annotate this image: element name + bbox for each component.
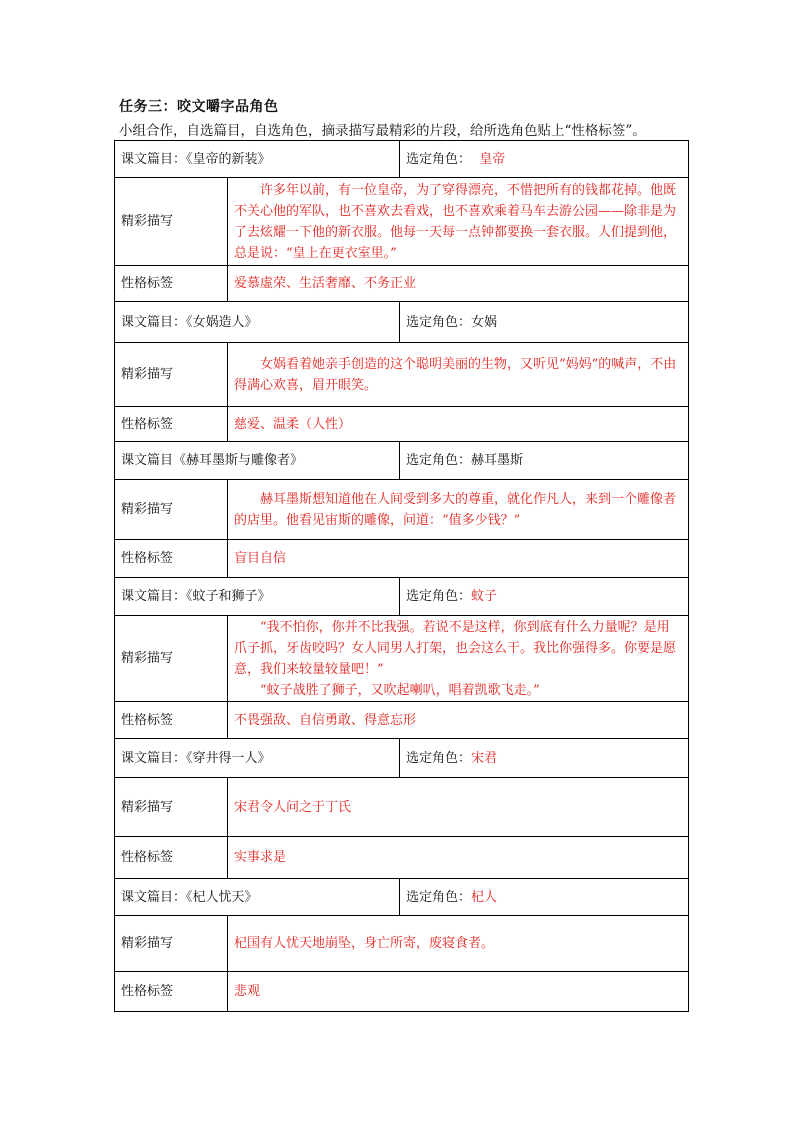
excerpt-label: 精彩描写 (115, 343, 228, 407)
excerpt-text: “我不怕你，你并不比我强。若说不是这样，你到底有什么力量呢？是用爪子抓，牙齿咬吗？女人同男人打架，也会这么干。我比你强得多。你要是愿意，我们来较量较量吧！” (234, 619, 677, 677)
work-row (115, 739, 689, 778)
role-name: 女娲 (471, 314, 498, 330)
excerpt-row (115, 778, 689, 837)
excerpt-label: 精彩描写 (115, 916, 228, 972)
role-prefix: 选定角色： (406, 589, 472, 604)
tags-label: 性格标签 (115, 837, 228, 879)
excerpt-text: 宋君令人问之于丁氏 (228, 778, 689, 837)
excerpt-row (115, 916, 689, 972)
work-title: 《蚊子和狮子》 (186, 589, 271, 604)
role-prefix: 选定角色： (406, 453, 472, 468)
tags-label: 性格标签 (115, 407, 228, 442)
tags-label: 性格标签 (115, 540, 228, 578)
role-cell (400, 879, 689, 916)
work-title: 《皇帝的新装》 (186, 151, 271, 167)
work-title: 《穿井得一人》 (186, 750, 271, 766)
tags-text: 实事求是 (228, 837, 689, 879)
work-cell (115, 302, 400, 343)
role-cell (400, 578, 689, 616)
role-name: 皇帝 (479, 151, 506, 167)
excerpt-text: 女娲看着她亲手创造的这个聪明美丽的生物，又听见“妈妈”的喊声，不由得满心欢喜，眉开眼笑。 (228, 343, 689, 407)
role-name: 赫耳墨斯 (471, 453, 524, 468)
work-cell (115, 739, 400, 778)
tags-row (115, 702, 689, 739)
work-prefix: 课文篇目： (121, 589, 187, 604)
work-row (115, 442, 689, 480)
work-title: 《杞人忧天》 (186, 889, 258, 905)
tags-text: 慈爱、温柔（人性） (228, 407, 689, 442)
excerpt-text: 赫耳墨斯想知道他在人间受到多大的尊重，就化作凡人，来到一个雕像者的店里。他看见宙斯的雕像，问道：“值多少钱？” (228, 480, 689, 540)
work-cell (115, 442, 400, 480)
tags-row (115, 837, 689, 879)
excerpt-row (115, 616, 689, 702)
work-prefix: 课文篇目 (121, 453, 174, 468)
role-prefix: 选定角色： (406, 750, 472, 766)
tags-text: 爱慕虚荣、生活奢靡、不务正业 (228, 266, 689, 302)
work-prefix: 课文篇目： (121, 889, 187, 905)
excerpt-row (115, 178, 689, 266)
role-prefix: 选定角色： (406, 151, 472, 167)
role-cell (400, 141, 689, 178)
work-cell (115, 879, 400, 916)
tags-label: 性格标签 (115, 702, 228, 739)
role-name: 杞人 (471, 889, 498, 905)
work-cell (115, 141, 400, 178)
excerpt-text: 许多年以前，有一位皇帝，为了穿得漂亮，不惜把所有的钱都花掉。他既不关心他的军队，也不喜欢去看戏，也不喜欢乘着马车去游公园——除非是为了去炫耀一下他的新衣服。他每一天每一点钟都要换一套衣服。人们提到他，总是说：“皇上在更衣室里。” (228, 178, 689, 266)
work-title: 《女娲造人》 (186, 314, 258, 330)
work-title: 《赫耳墨斯与雕像者》 (173, 453, 304, 468)
tags-row (115, 266, 689, 302)
work-prefix: 课文篇目： (121, 750, 187, 766)
task-instruction: 小组合作，自选篇目，自选角色，摘录描写最精彩的片段，给所选角色贴上“性格标签”。 (119, 123, 646, 139)
tags-row (115, 972, 689, 1012)
work-row (115, 578, 689, 616)
excerpt-label: 精彩描写 (115, 480, 228, 540)
tags-text: 不畏强敌、自信勇敢、得意忘形 (228, 702, 689, 739)
excerpt-row (115, 343, 689, 407)
role-cell (400, 442, 689, 480)
excerpt-label: 精彩描写 (115, 178, 228, 266)
work-row (115, 879, 689, 916)
task-title: 任务三：咬文嚼字品角色 (119, 99, 279, 115)
work-cell (115, 578, 400, 616)
excerpt-label: 精彩描写 (115, 778, 228, 837)
role-name: 宋君 (471, 750, 498, 766)
role-prefix: 选定角色： (406, 889, 472, 905)
tags-label: 性格标签 (115, 972, 228, 1012)
tags-row (115, 407, 689, 442)
role-cell (400, 739, 689, 778)
excerpt-cell (228, 616, 689, 702)
tags-row (115, 540, 689, 578)
work-prefix: 课文篇目： (121, 314, 187, 330)
work-row (115, 302, 689, 343)
role-cell (400, 302, 689, 343)
excerpt-text: 杞国有人忧天地崩坠，身亡所寄，废寝食者。 (228, 916, 689, 972)
excerpt-row (115, 480, 689, 540)
excerpt-text-2: “蚊子战胜了狮子，又吹起喇叭，唱着凯歌飞走。” (260, 682, 540, 698)
role-prefix: 选定角色： (406, 314, 472, 330)
tags-text: 悲观 (228, 972, 689, 1012)
role-name: 蚊子 (471, 589, 498, 604)
tags-text: 盲目自信 (228, 540, 689, 578)
character-analysis-table (114, 140, 689, 1012)
work-row (115, 141, 689, 178)
work-prefix: 课文篇目： (121, 151, 187, 167)
excerpt-label: 精彩描写 (115, 616, 228, 702)
tags-label: 性格标签 (115, 266, 228, 302)
